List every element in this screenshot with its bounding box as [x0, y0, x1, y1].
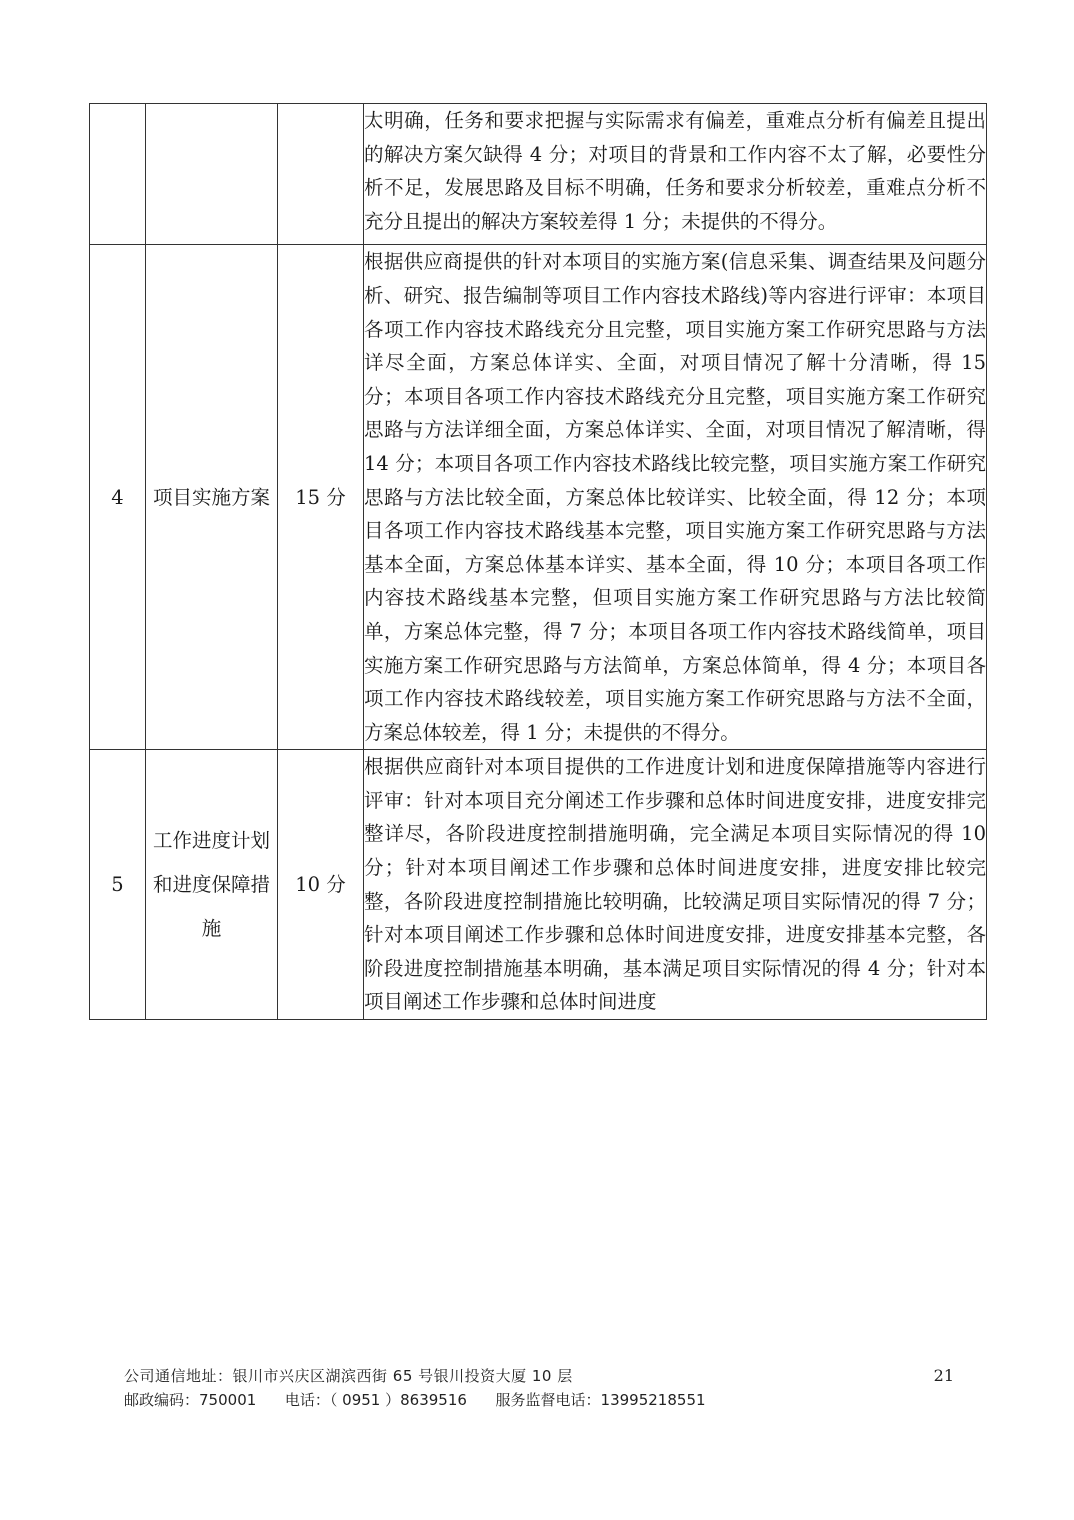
footer-contacts [124, 1388, 954, 1412]
page-footer [124, 1364, 954, 1412]
row-score: 10 分 [278, 750, 364, 1020]
hotline-value: 13995218551 [600, 1391, 706, 1409]
scoring-table [89, 103, 987, 1020]
row-item-text: 工作进度计划和进度保障措施 [152, 828, 270, 940]
page-number: 21 [933, 1366, 954, 1385]
row-item [146, 750, 278, 1020]
table-row [90, 245, 987, 750]
row-number: 5 [90, 750, 146, 1020]
row-number: 4 [90, 245, 146, 750]
phone-value: （ 0951 ）8639516 [329, 1391, 467, 1409]
footer-address: 公司通信地址：银川市兴庆区湖滨西街 65 号银川投资大厦 10 层 [124, 1367, 573, 1385]
row-criteria: 根据供应商针对本项目提供的工作进度计划和进度保障措施等内容进行评审：针对本项目充分阐述工作步骤和总体时间进度安排，进度安排完整详尽，各阶段进度控制措施明确，完全满足本项目实际情况的得 10 分；针对本项目阐述工作步骤和总体时间进度安排，进度安排比较完整，各阶段进度控制措施比较明确，比较满足项目实际情况的得 7 分；针对本项目阐述工作步骤和总体时间进度安排，进度安排基本完整，各阶段进度控制措施基本明确，基本满足项目实际情况的得 4 分；针对本项目阐述工作步骤和总体时间进度 [364, 750, 987, 1020]
table-row [90, 104, 987, 245]
table-row [90, 750, 987, 1020]
hotline-label: 服务监督电话： [495, 1391, 601, 1409]
postcode-label: 邮政编码： [124, 1391, 200, 1409]
row-criteria: 根据供应商提供的针对本项目的实施方案(信息采集、调查结果及问题分析、研究、报告编制等项目工作内容技术路线)等内容进行评审：本项目各项工作内容技术路线充分且完整，项目实施方案工作研究思路与方法详尽全面，方案总体详实、全面，对项目情况了解十分清晰，得 15 分；本项目各项工作内容技术路线充分且完整，项目实施方案工作研究思路与方法详细全面，方案总体详实、全面，对项目情况了解清晰，得 14 分；本项目各项工作内容技术路线比较完整，项目实施方案工作研究思路与方法比较全面，方案总体比较详实、比较全面，得 12 分；本项目各项工作内容技术路线基本完整，项目实施方案工作研究思路与方法基本全面，方案总体基本详实、基本全面，得 10 分；本项目各项工作内容技术路线基本完整，但项目实施方案工作研究思路与方法比较简单，方案总体完整，得 7 分；本项目各项工作内容技术路线简单，项目实施方案工作研究思路与方法简单，方案总体简单，得 4 分；本项目各项工作内容技术路线较差，项目实施方案工作研究思路与方法不全面，方案总体较差，得 1 分；未提供的不得分。 [364, 245, 987, 750]
row-item: 项目实施方案 [146, 245, 278, 750]
row-score: 15 分 [278, 245, 364, 750]
postcode-value: 750001 [199, 1391, 257, 1409]
row-criteria: 太明确，任务和要求把握与实际需求有偏差，重难点分析有偏差且提出的解决方案欠缺得 4 分；对项目的背景和工作内容不太了解，必要性分析不足，发展思路及目标不明确，任务和要求分析较差，重难点分析不充分且提出的解决方案较差得 1 分；未提供的不得分。 [364, 104, 987, 245]
row-number [90, 104, 146, 245]
row-score [278, 104, 364, 245]
phone-label: 电话： [284, 1391, 330, 1409]
row-item [146, 104, 278, 245]
